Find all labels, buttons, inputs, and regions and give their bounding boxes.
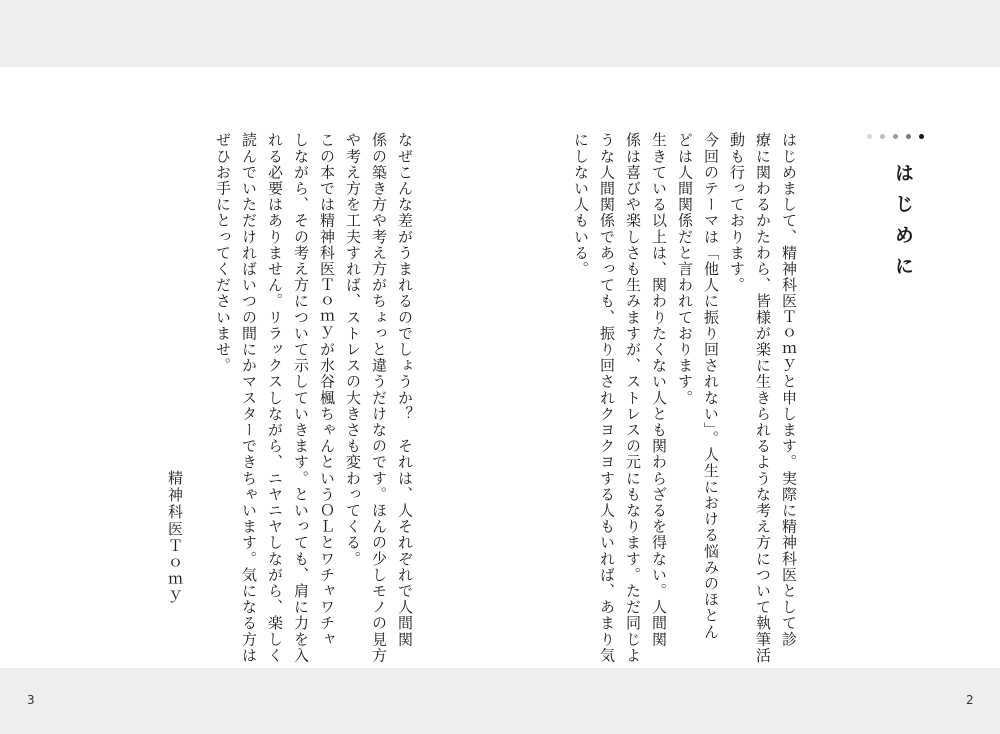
body-line: この本では精神科医Ｔｏｍｙが水谷楓ちゃんというＯＬとワチャワチャ [318,132,336,648]
body-line: 動も行っております。 [728,132,746,293]
page-number-right: 2 [966,693,974,707]
body-line: ぜひお手にとってくださいませ。 [214,132,232,374]
body-line: 生きている以上は、関わりたくない人とも関わらざるを得ない。人間関 [650,132,668,648]
body-line: うな人間関係であっても、振り回されクヨクヨする人もいれば、あまり気 [598,132,616,664]
progress-dot [867,134,872,139]
progress-dot [880,134,885,139]
body-line: 今回のテーマは「他人に振り回されない」。人生における悩みのほとん [702,132,720,640]
author-signature: 精神科医Ｔｏｍｙ [166,470,184,606]
left-page-body [210,132,418,664]
body-line: 療に関わるかたわら、皆様が楽に生きられるような考え方について執筆活 [754,132,772,664]
body-line: や考え方を工夫すれば、ストレスの大きさも変わってくる。 [344,132,362,567]
top-margin-band [0,0,1000,67]
page-number-left: 3 [27,693,35,707]
body-line: 係は喜びや楽しさも生みますが、ストレスの元にもなります。ただ同じよ [624,132,642,664]
book-spread [0,67,1000,668]
bottom-margin-band [0,668,1000,734]
progress-dot [906,134,911,139]
body-line: しながら、その考え方について示していきます。といっても、肩に力を入 [292,132,310,664]
body-line: 読んでいただければいつの間にかマスターできちゃいます。気になる方は [240,132,258,664]
chapter-title: はじめに [892,163,914,287]
body-line: どは人間関係だと言われております。 [676,132,694,406]
body-line: はじめまして、精神科医Ｔｏｍｙと申します。実際に精神科医として診 [780,132,798,648]
progress-dot-active [919,134,924,139]
body-line: 係の築き方や考え方がちょっと違うだけなのです。ほんの少しモノの見方 [370,132,388,664]
body-line: にしない人もいる。 [572,132,590,277]
right-page-body [568,132,802,664]
body-line: なぜこんな差がうまれるのでしょうか？ それは、人それぞれで人間関 [396,132,414,648]
progress-dot [893,134,898,139]
chapter-progress-dots [867,134,924,139]
body-line: れる必要はありません。リラックスしながら、ニヤニヤしながら、楽しく [266,132,284,664]
